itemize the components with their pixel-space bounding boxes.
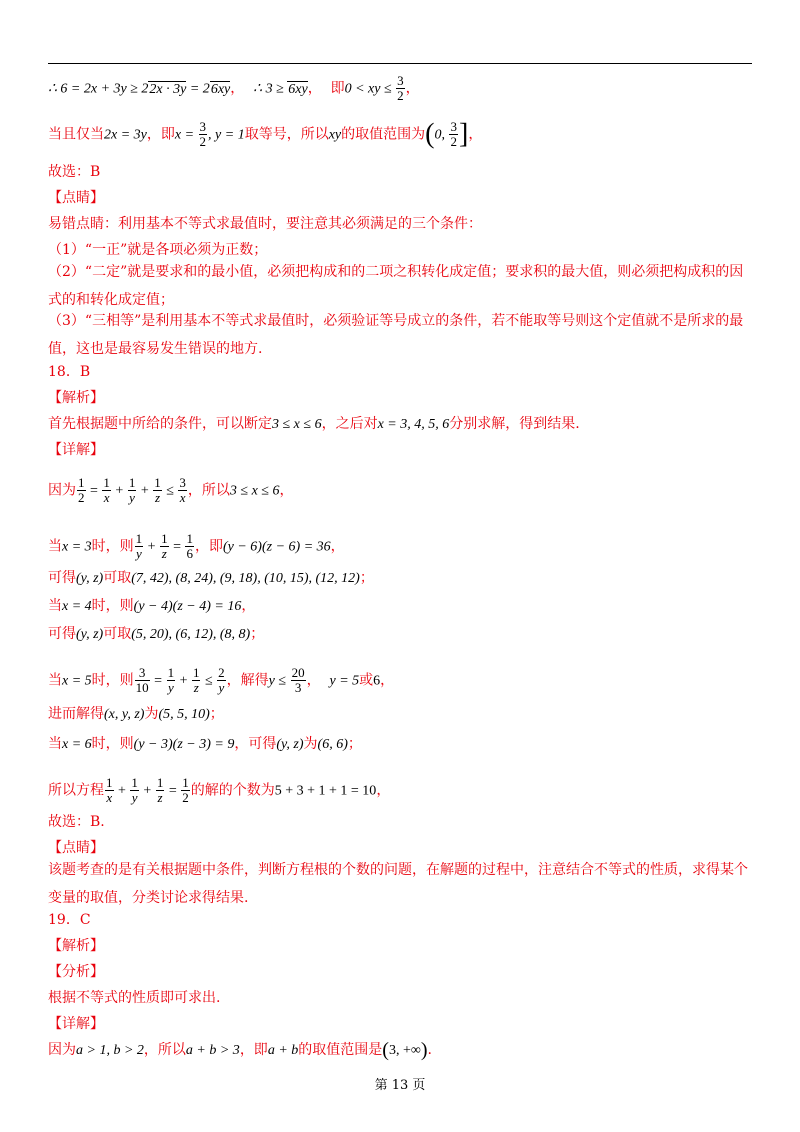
detail-line-19: 因为a > 1, b > 2，所以a + b > 3，即a + b的取值范围是(3, +∞). <box>48 1039 432 1061</box>
tip-paragraph-18: 该题考查的是有关根据题中条件，判断方程根的个数的问题，在解题的过程中，注意结合不等式的性质，求得某个变量的取值，分类讨论求得结果. <box>48 862 748 906</box>
detail-line-count: 所以方程 $\frac{1}{x}$ + $\frac{1}{y}$ + $\frac{1}{z}$ = $\frac{1}{2}$ 的解的个数为5 + 3 + 1 + 1 = 10， <box>48 775 391 805</box>
solution-line-equality: 当且仅当2x = 3y，即x = $\frac{3}{2}$ , y = 1取等号，所以xy的取值范围为(0, $\frac{3}{2}$ ]， <box>48 118 483 150</box>
section-heading-detail: 【详解】 <box>48 442 104 458</box>
header-rule <box>48 63 752 64</box>
detail-line-solution-x5: 进而解得(x, y, z)为(5, 5, 10)； <box>48 706 224 722</box>
detail-line-because: 因为 $\frac{1}{2}$ = $\frac{1}{x}$ + $\frac{1}{y}$ + $\frac{1}{z}$ ≤ $\frac{3}{x}$ ，所以3 ≤ x ≤ 6， <box>48 475 294 505</box>
detail-line-x3: 当x = 3时，则 $\frac{1}{y}$ + $\frac{1}{z}$ = $\frac{1}{6}$ ，即(y − 6)(z − 6) = 36， <box>48 531 345 561</box>
tip-paragraph: 易错点睛：利用基本不等式求最值时，要注意其必须满足的三个条件： <box>48 216 482 232</box>
detail-line-values-x3: 可得(y, z)可取(7, 42), (8, 24), (9, 18), (10, 15), (12, 12)； <box>48 570 374 586</box>
section-heading-analyze-19: 【分析】 <box>48 964 104 980</box>
detail-line-x6: 当x = 6时，则(y − 3)(z − 3) = 9，可得(y, z)为(6, 6)； <box>48 736 362 752</box>
answer-choice-18: 故选：B. <box>48 814 105 830</box>
section-heading-detail-19: 【详解】 <box>48 1016 104 1032</box>
tip-item-3: （3）“三相等”是利用基本不等式求最值时，必须验证等号成立的条件，若不能取等号则这个定值就不是所求的最值，这也是最容易发生错误的地方. <box>48 313 744 357</box>
question-number-19: 19．C <box>48 912 91 928</box>
section-heading-analysis: 【解析】 <box>48 390 104 406</box>
page-number: 第 13 页 <box>374 1078 426 1093</box>
detail-line-x5: 当x = 5时，则 $\frac{3}{10}$ = $\frac{1}{y}$ + $\frac{1}{z}$ ≤ $\frac{2}{y}$ ，解得y ≤ $\frac{20}{3}$ ， y = 5或6， <box>48 665 395 695</box>
section-heading-tip-18: 【点睛】 <box>48 840 104 856</box>
section-heading-tip: 【点睛】 <box>48 190 104 206</box>
section-heading-analysis-19: 【解析】 <box>48 938 104 954</box>
solution-line-inequality: ∴ 6 = 2x + 3y ≥ 22x · 3y = 26xy， ∴ 3 ≥ 6xy， 即0 < xy ≤ $\frac{3}{2}$ ， <box>48 73 420 103</box>
detail-line-x4: 当x = 4时，则(y − 4)(z − 4) = 16， <box>48 598 256 614</box>
tip-item-1: （1）“一正”就是各项必须为正数； <box>48 242 268 258</box>
answer-choice: 故选：B <box>48 164 101 180</box>
analysis-paragraph: 首先根据题中所给的条件，可以断定3 ≤ x ≤ 6，之后对x = 3, 4, 5, 6分别求解，得到结果. <box>48 416 580 432</box>
analysis-text-19: 根据不等式的性质即可求出. <box>48 990 221 1006</box>
detail-line-values-x4: 可得(y, z)可取(5, 20), (6, 12), (8, 8)； <box>48 626 265 642</box>
tip-item-2: （2）“二定”就是要求和的最小值，必须把构成和的二项之积转化成定值；要求积的最大值，则必须把构成积的因式的和转化成定值； <box>48 264 744 308</box>
question-number-18: 18．B <box>48 364 91 380</box>
